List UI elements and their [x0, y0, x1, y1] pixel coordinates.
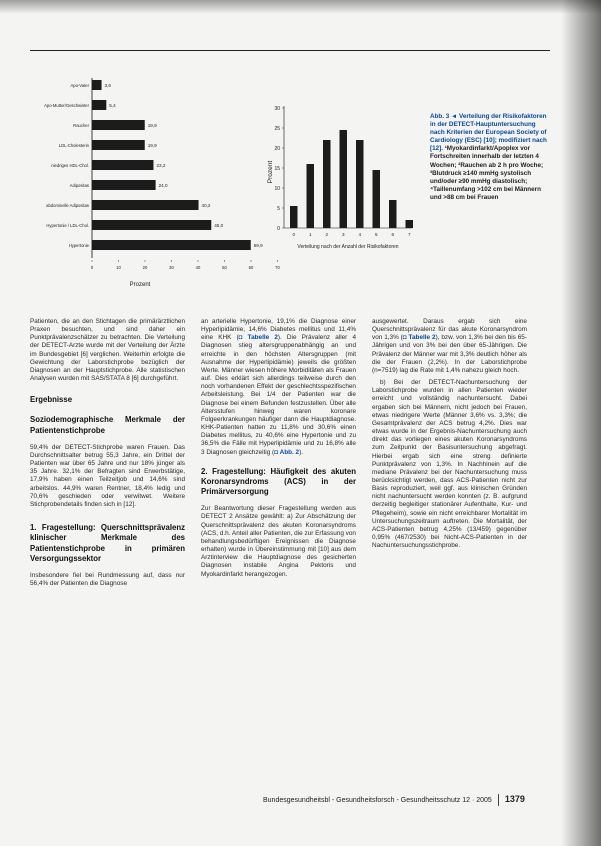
caption-footnotes: ¹Myokardinfarkt/Apoplex vor Fortschreiten innerhalb der letzten 4 Wochen; ²Rauchen ab 2 h pro Woche; ³Blutdruck ≥140 mmHg systolisch und/oder ≥90 mmHg diastolisch; ⁴Taillenumfang >102 cm bei Männern und >88 cm bei Frauen	[430, 145, 544, 201]
bar-value-label: 24,0	[158, 183, 168, 188]
bar	[92, 160, 153, 170]
heading-fragestellung-1: 1. Fragestellung: Querschnittsprävalenz klinischer Merkmale des Patientenstichprobe in primären Versorgungssektor	[30, 523, 185, 563]
bar	[92, 240, 251, 250]
y-tick-label: 20	[274, 145, 280, 152]
diagnoses-text-c: ).	[299, 448, 304, 456]
bar-label: Hypertonie	[68, 243, 89, 248]
bar	[92, 140, 145, 150]
y-tick-label: 25	[274, 125, 280, 132]
paragraph-follow-up: b) Bei der DETECT-Nachuntersuchung der Laborstichprobe wurden in allen Patienten wieder erreicht und vollständig nachuntersucht. Dabei ergaben sich bei Männern, nicht jedoch bei Frauen, etwas niedrigere Werte (Männer 3,6% vs. 3,3%; die Gesamtprävalenz der ACS betrug 4,2%. Dies war etwas wurde in der Ergebnis-Nachuntersuchung auch direkt das vorliegen eines akuten Koronarsyndroms zum Zeitpunkt der Basisuntersuchung abgefragt. Hierbei ergab sich eine streng definierte Punktprävalenz von 1,3%. In Nachhinein auf die mediane Prävalenz bei der Nachuntersuchung muss berücksichtigt werden, dass ACS-Patienten nicht zur Basis reproduziert, weil ggf. aus klinischen Gründen nicht nachuntersucht werden konnten (z. B. aufgrund derzeitig begleitiger stationärer Aufenthalte, Kur- und Pflegeheim), sowie ein nicht erreichbarer Mortalität im Untersuchungszeitraum auftreten. Die Mortalität, der ACS-Patienten betrug 4,25% (13/459) gegenüber 0,95% (467/2530) bei Nicht-ACS-Patienten in der Nachuntersuchungsstichprobe.	[372, 379, 527, 550]
bar	[92, 100, 106, 110]
bar-label: abdominelle Adipositas	[46, 203, 89, 208]
table-2-reference-col3[interactable]: ◘ Tabelle 2	[402, 334, 436, 342]
diagnoses-text-a: an arterielle Hypertonie, 19,1% die Diagnose einer Hyperlipidämie, 14,6% Diabetes mellitus und 11,4% eine KHK (	[201, 318, 356, 342]
bar-value-label: 59,9	[253, 243, 263, 248]
paragraph-soziodemographie: 59,4% der DETECT-Stichprobe waren Frauen. Das Durchschnittsalter betrug 55,3 Jahre, ein Drittel der Patienten war über 65 Jahre und nur 18% jünger als 35 Jahre. 32,1% der Befragten sind Erwerbstätige, 17,9% haben einen Teilzeitjob und 14,6% sind arbeitslos. 44,9% waren Rentner, 18,4% ledig und 70,6% geschieden oder verwitwet. Weitere Stichprobendetails finden sich in [12].	[30, 443, 185, 508]
scan-edge-shadow	[561, 0, 601, 846]
column-x-tick-label: 4	[358, 232, 362, 237]
acs-text-b: ), bzw. von 1,3% bei den bis 65-Jährigen und von 3% bei den über 65-Jährigen. Die Prävalenz der Männer war mit 3,3% deutlich höher als die der Frauen (2,2%). In der Laborstichprobe (n=7519) lag die Rate mit 1,4% nahezu gleich hoch.	[372, 334, 527, 374]
x-tick-label: 50	[222, 265, 227, 270]
bar	[92, 80, 102, 90]
bar-value-label: 19,9	[147, 123, 157, 128]
header-rule	[30, 50, 550, 51]
risk-count-bar-chart	[262, 100, 422, 250]
bar-label: Hypertonie / LDL-Chol.	[46, 223, 89, 228]
bar-value-label: 19,9	[147, 143, 157, 148]
paragraph-diagnoses	[201, 318, 356, 457]
bar-label: LDL-Cholesterin	[58, 143, 89, 148]
text-column-3	[372, 318, 527, 550]
x-tick-label: 0	[90, 265, 94, 270]
column-x-tick-label: 1	[308, 232, 312, 237]
bar-value-label: 5,4	[109, 103, 116, 108]
heading-soziodemographie: Soziodemographische Merkmale der Patientenstichprobe	[30, 415, 185, 435]
bar-label: Apo-Mutter/Geschwister	[44, 103, 89, 108]
paragraph-acs-prevalence	[372, 318, 527, 375]
column-x-tick-label: 2	[325, 232, 329, 237]
column-bar	[373, 170, 381, 228]
text-column-1	[30, 318, 185, 588]
column-bar	[323, 140, 331, 228]
footer-separator	[498, 794, 499, 806]
y-tick-label: 5	[277, 205, 280, 212]
page-number: 1379	[504, 794, 525, 804]
bar-label: Adipositas	[69, 183, 89, 188]
heading-ergebnisse: Ergebnisse	[30, 395, 73, 405]
diagnoses-text-b: ). Die Prävalenz aller 4 Diagnosen stieg altersgruppenabhängig an und erreichte in den höchsten Altersgruppen (mit Ausnahme der Hyperlipidämie) jeweils die größten Werte. Männer wiesen höhere Morbiditäten als Frauen auf. Dies erklärt sich allerdings teilweise durch den noch vorhandenen Effekt der geschlechtsspezifischen Arbeitsleistung. Bei 1/4 der Patienten war die Diagnose bei einem Befunden festzustellen. Über alle Altersstufen hinweg waren koronare Folgeerkrankungen häufiger dann die Hauptdiagnose. KHK-Patienten hatten zu 11,8% und 30,6% einen Diabetes mellitus, zu 40,6% eine Hypertonie und zu 36,5% die Fälle mit Hyperlipidämie und zu 16,8% alle 3 Diagnosen gleichzeitig (	[201, 334, 356, 456]
x-tick-label: 10	[116, 265, 121, 270]
journal-citation: Bundesgesundheitsbl - Gesundheitsforsch - Gesundheitsschutz 12 · 2005	[263, 797, 492, 804]
paragraph-fragestellung-1: Insbesondere fiel bei Rundmessung auf, dass nur 56,4% der Patienten die Diagnose	[30, 571, 185, 588]
column-x-tick-label: 3	[341, 232, 345, 237]
column-bar	[340, 130, 348, 228]
y-tick-label: 0	[277, 225, 280, 232]
x-tick-label: 30	[169, 265, 174, 270]
bar-value-label: 45,0	[214, 223, 224, 228]
bar-label: Apo-Vater	[70, 83, 89, 88]
page-footer	[263, 794, 563, 806]
bar	[92, 220, 211, 230]
scan-top-shadow	[0, 0, 601, 14]
bar-value-label: 40,2	[201, 203, 211, 208]
table-2-reference[interactable]: ◘ Tabelle 2	[238, 334, 278, 342]
heading-fragestellung-2: 2. Fragestellung: Häufigkeit des akuten Koronarsyndroms (ACS) in der Primärversorgung	[201, 466, 356, 497]
paragraph-methods: Patienten, die an den Stichtagen die primärärztlichen Praxen besuchten, und sind daher ein Punktprävalenzschätzer zu betrachten. Die Verteilung der DETECT-Arzte wurde mit der Verteilung der Ärzte im Bundesgebiet [6] verglichen. Weiterhin erfolgte die Gewichtung der Laborstichprobe bezüglich der Diagnosen an der Hauptstichprobe. Alle statistischen Analysen wurden mit SAS/STATA 8 [6] durchgeführt.	[30, 318, 185, 383]
column-bar	[356, 140, 364, 228]
column-bar	[406, 220, 414, 228]
column-bar	[307, 164, 315, 228]
y-tick-label: 10	[274, 185, 280, 192]
bar-value-label: 3,6	[104, 83, 111, 88]
column-x-tick-label: 6	[391, 232, 395, 237]
bar-label: niedriges HDL-Chol.	[51, 163, 89, 168]
y-tick-label: 30	[274, 105, 280, 112]
x-tick-label: 20	[142, 265, 148, 270]
column-x-tick-label: 0	[292, 232, 296, 237]
acs-text-a: ausgewertet. Daraus ergab sich eine Querschnittsprävalenz für das akute Koronarsyndrom von 1,3% (	[372, 318, 527, 342]
caption-lead: Abb. 3 ◄ Verteilung der Risikofaktoren in der DETECT-Hauptuntersuchung nach Kriterien der European Society of Cardiology (ESC) [10]; modifiziert nach [12].	[430, 113, 547, 153]
column-x-tick-label: 7	[407, 232, 411, 237]
bar	[92, 180, 156, 190]
figure-2-reference[interactable]: ◘ Abb. 2	[274, 448, 300, 456]
x-tick-label: 40	[195, 265, 201, 270]
paragraph-fragestellung-2: Zur Beantwortung dieser Fragestellung werden aus DETECT 2 Ansätze gewählt: a) Zur Abschätzung der Querschnittsprävalenz des akuten Koronarsyndroms (ACS, d.h. Anteil aller Patienten, die zur Erfassung von behandlungsbedürftigen Ereignissen die Diagnose erhalten) wurde in Übereinstimmung mit [10] aus dem Arztinterview die Hauptdiagnose des gesicherten Diagnosen instabile Angina Pektoris und Myokardinfarkt herangezogen.	[201, 505, 356, 578]
bar-label: Raucher	[73, 123, 89, 128]
column-x-tick-label: 5	[374, 232, 378, 237]
bar	[92, 120, 145, 130]
figure-caption	[430, 113, 550, 202]
x-tick-label: 70	[275, 265, 280, 270]
bar	[92, 200, 199, 210]
column-bar	[389, 200, 397, 228]
column-bar	[290, 206, 298, 228]
column-chart-x-axis-title: Verteilung nach der Anzahl der Risikofaktoren	[297, 244, 399, 250]
y-tick-label: 15	[274, 165, 280, 172]
bar-value-label: 23,2	[156, 163, 166, 168]
x-tick-label: 60	[248, 265, 254, 270]
bar-chart-x-axis-title: Prozent	[129, 282, 151, 288]
column-chart-y-axis-title: Prozent	[267, 160, 274, 184]
text-column-2	[201, 318, 356, 579]
